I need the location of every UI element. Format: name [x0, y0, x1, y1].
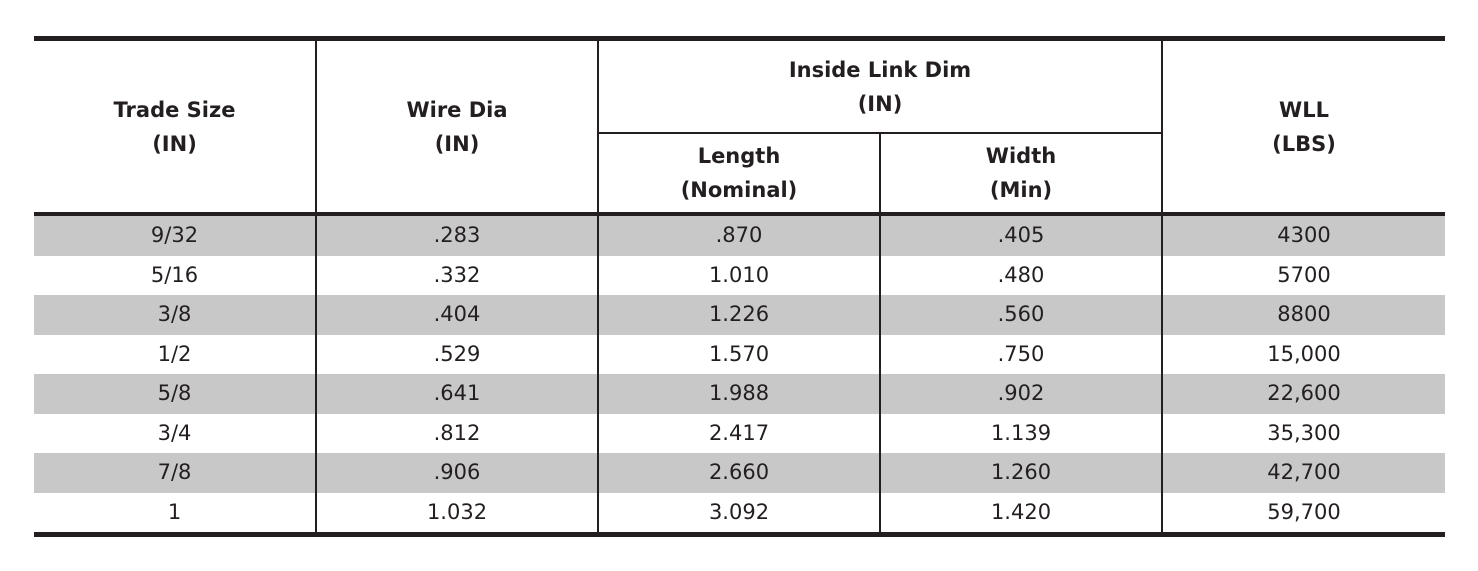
- cell-length: .870: [598, 214, 880, 256]
- cell-trade-size: 5/16: [150, 262, 199, 287]
- cell-width: .750: [880, 335, 1162, 375]
- cell-width: 1.139: [880, 414, 1162, 454]
- cell-trade-size: 1/2: [157, 341, 192, 366]
- table-header: [34, 39, 1445, 215]
- cell-length: 1.010: [598, 256, 880, 296]
- chain-spec-table: [34, 36, 1445, 537]
- header-length: Length (Nominal): [598, 133, 880, 214]
- table-row: [34, 335, 1445, 375]
- cell-width: 1.260: [880, 453, 1162, 493]
- header-wire-dia: Wire Dia (IN): [316, 39, 598, 215]
- cell-width: .902: [880, 374, 1162, 414]
- table-body: [34, 214, 1445, 535]
- table-row: [34, 453, 1445, 493]
- header-trade-size: Trade Size (IN): [34, 39, 316, 215]
- cell-wll: 5700: [1162, 256, 1445, 296]
- cell-wire-dia: .332: [316, 256, 598, 296]
- cell-wll: 35,300: [1162, 414, 1445, 454]
- cell-wire-dia: .404: [316, 295, 598, 335]
- cell-trade-size: 3/8: [34, 295, 316, 335]
- cell-wire-dia: .812: [316, 414, 598, 454]
- header-width: Width (Min): [880, 133, 1162, 214]
- cell-wll: 4300: [1162, 214, 1445, 256]
- header-wll: WLL (LBS): [1162, 39, 1445, 215]
- cell-wire-dia: .641: [316, 374, 598, 414]
- cell-length: 1.570: [598, 335, 880, 375]
- table-row: [34, 414, 1445, 454]
- cell-length: 2.660: [598, 453, 880, 493]
- cell-wire-dia: .529: [316, 335, 598, 375]
- cell-wire-dia: .906: [316, 453, 598, 493]
- chain-spec-table-container: [34, 36, 1445, 537]
- cell-length: 1.226: [598, 295, 880, 335]
- cell-trade-size: 5/8: [34, 374, 316, 414]
- cell-trade-size: 9/32: [34, 214, 316, 256]
- cell-wll: 22,600: [1162, 374, 1445, 414]
- cell-width: .480: [880, 256, 1162, 296]
- cell-length: 2.417: [598, 414, 880, 454]
- cell-wll: 15,000: [1162, 335, 1445, 375]
- cell-trade-size: 7/8: [34, 453, 316, 493]
- table-row: [34, 493, 1445, 535]
- table-row: [34, 214, 1445, 256]
- cell-width: .560: [880, 295, 1162, 335]
- cell-wll: 8800: [1162, 295, 1445, 335]
- table-row: [34, 295, 1445, 335]
- header-inside-link-dim: Inside Link Dim (IN): [598, 39, 1162, 134]
- cell-length: 1.988: [598, 374, 880, 414]
- table-row: [34, 374, 1445, 414]
- cell-wll: 42,700: [1162, 453, 1445, 493]
- table-row: [34, 256, 1445, 296]
- cell-width: 1.420: [880, 493, 1162, 535]
- cell-wire-dia: 1.032: [316, 493, 598, 535]
- cell-wire-dia: .283: [316, 214, 598, 256]
- cell-trade-size: 1: [34, 493, 316, 535]
- cell-trade-size: 3/4: [157, 420, 192, 445]
- cell-width: .405: [880, 214, 1162, 256]
- cell-length: 3.092: [598, 493, 880, 535]
- cell-wll: 59,700: [1162, 493, 1445, 535]
